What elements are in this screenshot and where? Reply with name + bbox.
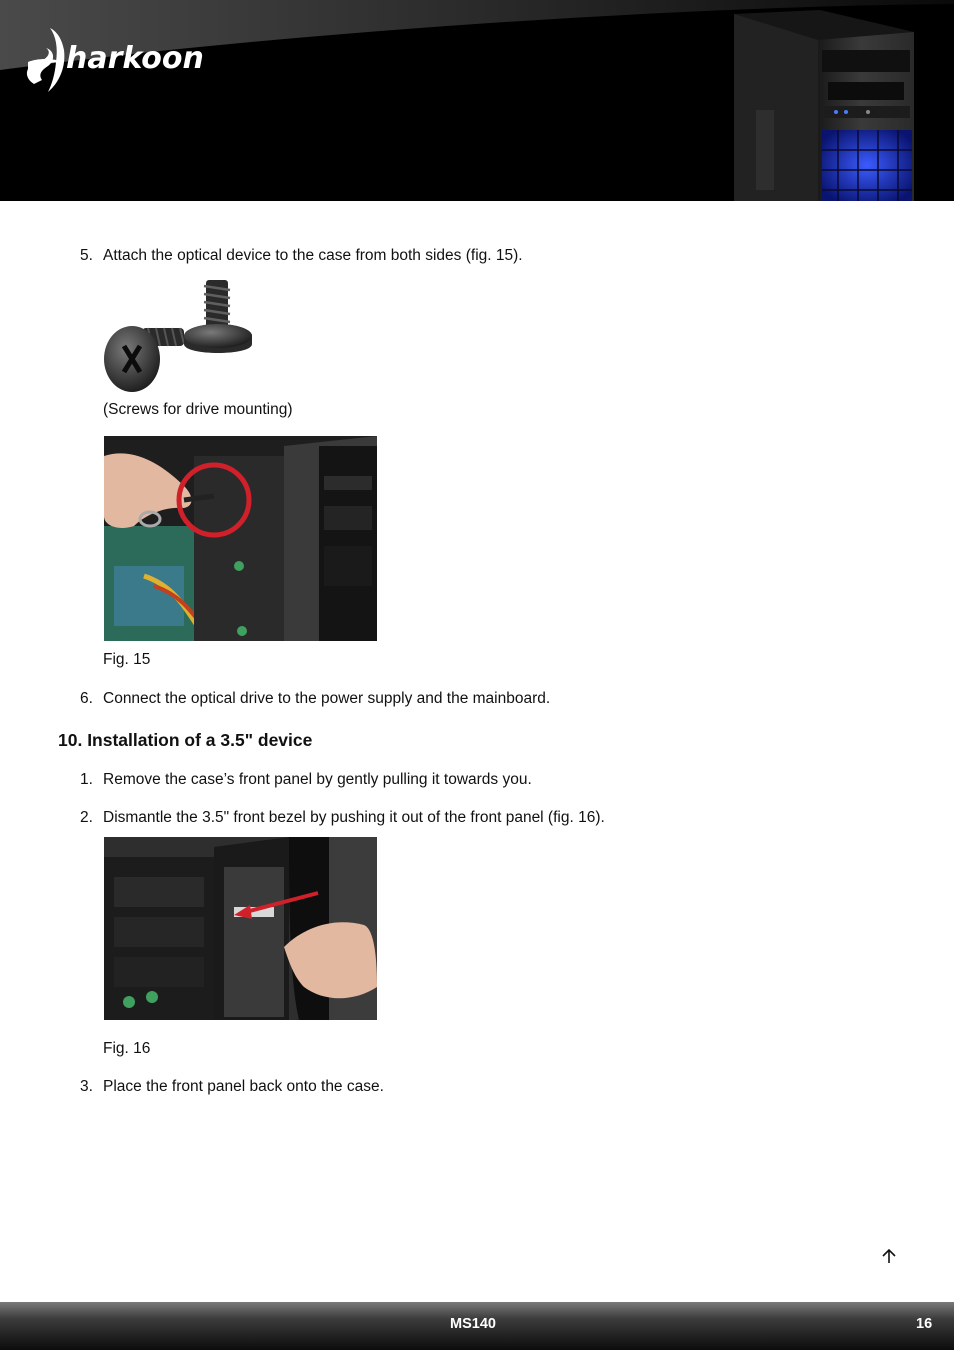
arrow-up-icon[interactable] (879, 1246, 899, 1266)
step-number: 1. (80, 771, 93, 788)
step-number: 2. (80, 809, 93, 826)
page-number: 16 (916, 1316, 933, 1332)
svg-text:harkoon: harkoon (66, 41, 204, 76)
substep-3 (80, 1077, 384, 1097)
step-number: 5. (80, 247, 93, 264)
step-text: Attach the optical device to the case from both sides (fig. 15). (103, 247, 523, 264)
section-heading: 10. Installation of a 3.5" device (58, 730, 313, 750)
screws-illustration (102, 276, 257, 396)
fig-16-caption: Fig. 16 (103, 1040, 151, 1057)
step-text: Dismantle the 3.5" front bezel by pushing it out of the front panel (fig. 16). (103, 809, 605, 826)
substep-2 (80, 808, 605, 828)
screws-image (102, 276, 257, 396)
fig-16-illustration (104, 837, 377, 1020)
step-number: 3. (80, 1078, 93, 1095)
fig-15-image (104, 436, 377, 641)
fig-16-image (104, 837, 377, 1020)
pc-case-front-image (728, 10, 918, 201)
footer-model: MS140 (450, 1316, 496, 1332)
screws-caption: (Screws for drive mounting) (103, 401, 293, 418)
step-6 (80, 689, 550, 709)
page-header (0, 0, 954, 201)
sharkoon-logo (22, 22, 232, 94)
step-text: Place the front panel back onto the case. (103, 1078, 384, 1095)
step-number: 6. (80, 690, 93, 707)
step-text: Connect the optical drive to the power supply and the mainboard. (103, 690, 551, 707)
substep-1 (80, 770, 532, 790)
fig-15-caption: Fig. 15 (103, 651, 151, 668)
step-text: Remove the case’s front panel by gently pulling it towards you. (103, 771, 532, 788)
fig-15-illustration (104, 436, 377, 641)
step-5 (80, 246, 523, 266)
